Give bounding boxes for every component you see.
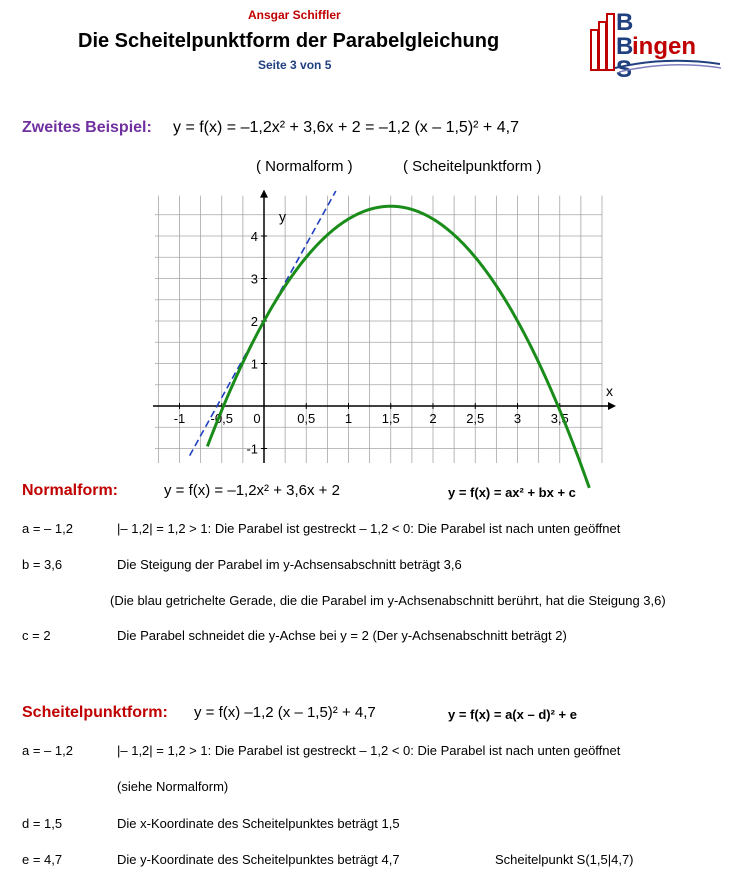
scheitelpunktform-d-label: d = 1,5 bbox=[22, 816, 63, 831]
svg-text:S: S bbox=[616, 56, 633, 83]
normalform-caption: ( Normalform ) bbox=[256, 158, 353, 175]
normalform-formula: y = f(x) = –1,2x² + 3,6x + 2 bbox=[164, 482, 340, 499]
x-tick-label: 3 bbox=[513, 411, 522, 426]
scheitelpunktform-a-label: a = – 1,2 bbox=[22, 743, 73, 758]
scheitelpunktform-caption: ( Scheitelpunktform ) bbox=[403, 158, 542, 175]
x-tick-label: 1 bbox=[344, 411, 353, 426]
scheitelpunktform-general: y = f(x) = a(x – d)² + e bbox=[448, 707, 577, 722]
y-tick-label: 4 bbox=[250, 229, 258, 244]
x-tick-label: 0,5 bbox=[297, 411, 316, 426]
svg-text:B: B bbox=[616, 9, 634, 36]
page-info: Seite 3 von 5 bbox=[258, 58, 332, 72]
normalform-heading: Normalform: bbox=[22, 482, 119, 499]
scheitelpunktform-a-text: |– 1,2| = 1,2 > 1: Die Parabel ist gestreckt – 1,2 < 0: Die Parabel ist nach unten geöffnet bbox=[117, 743, 621, 758]
x-tick-label: 2 bbox=[429, 411, 437, 426]
y-tick-label: 3 bbox=[250, 271, 258, 287]
normalform-b-text: Die Steigung der Parabel im y-Achsensabschnitt beträgt 3,6 bbox=[117, 557, 462, 572]
vertex-coordinates: Scheitelpunkt S(1,5|4,7) bbox=[495, 852, 634, 867]
normalform-a-text: |– 1,2| = 1,2 > 1: Die Parabel ist gestreckt – 1,2 < 0: Die Parabel ist nach unten geöffnet bbox=[117, 521, 621, 536]
bbs-bingen-logo bbox=[585, 8, 725, 83]
page-title: Die Scheitelpunktform der Parabelgleichung bbox=[78, 30, 500, 52]
svg-text:ingen: ingen bbox=[632, 33, 696, 60]
example-label: Zweites Beispiel: bbox=[22, 119, 152, 136]
normalform-c-text: Die Parabel schneidet die y-Achse bei y = 2 (Der y-Achsenabschnitt beträgt 2) bbox=[117, 628, 567, 643]
x-tick-label: 1,5 bbox=[381, 411, 400, 426]
scheitelpunktform-formula: y = f(x) –1,2 (x – 1,5)² + 4,7 bbox=[194, 704, 376, 721]
normalform-b-note: (Die blau getrichelte Gerade, die die Parabel im y-Achsenabschnitt berührt, hat die Steigung 3,6) bbox=[110, 593, 666, 608]
scheitelpunktform-e-text: Die y-Koordinate des Scheitelpunktes beträgt 4,7 bbox=[117, 852, 400, 867]
normalform-c-label: c = 2 bbox=[22, 628, 51, 643]
y-tick-label: 1 bbox=[250, 356, 258, 372]
example-formula: y = f(x) = –1,2x² + 3,6x + 2 = –1,2 (x – 1,5)² + 4,7 bbox=[173, 119, 519, 136]
svg-text:B: B bbox=[616, 33, 634, 60]
parabola-graph bbox=[155, 190, 613, 470]
scheitelpunktform-a-note: (siehe Normalform) bbox=[117, 779, 229, 794]
y-tick-label: -1 bbox=[246, 441, 258, 457]
normalform-b-label: b = 3,6 bbox=[22, 557, 63, 572]
normalform-a-label: a = – 1,2 bbox=[22, 521, 73, 536]
x-tick-label: 3,5 bbox=[550, 411, 569, 426]
x-tick-label: -0,5 bbox=[210, 411, 233, 426]
x-tick-label: 0 bbox=[253, 411, 261, 426]
x-tick-label: -1 bbox=[173, 411, 186, 426]
author-name: Ansgar Schiffler bbox=[248, 8, 341, 22]
x-axis-label: x bbox=[606, 383, 613, 399]
scheitelpunktform-heading: Scheitelpunktform: bbox=[22, 704, 168, 721]
y-tick-label: 2 bbox=[250, 314, 258, 329]
scheitelpunktform-e-label: e = 4,7 bbox=[22, 852, 63, 867]
x-axis-arrow bbox=[608, 402, 616, 410]
graph-ticks bbox=[174, 229, 569, 457]
y-axis-arrow bbox=[260, 190, 268, 198]
x-tick-label: 2,5 bbox=[466, 411, 485, 426]
normalform-general: y = f(x) = ax² + bx + c bbox=[448, 485, 576, 500]
y-axis-label: y bbox=[279, 208, 286, 225]
scheitelpunktform-d-text: Die x-Koordinate des Scheitelpunktes beträgt 1,5 bbox=[117, 816, 400, 831]
